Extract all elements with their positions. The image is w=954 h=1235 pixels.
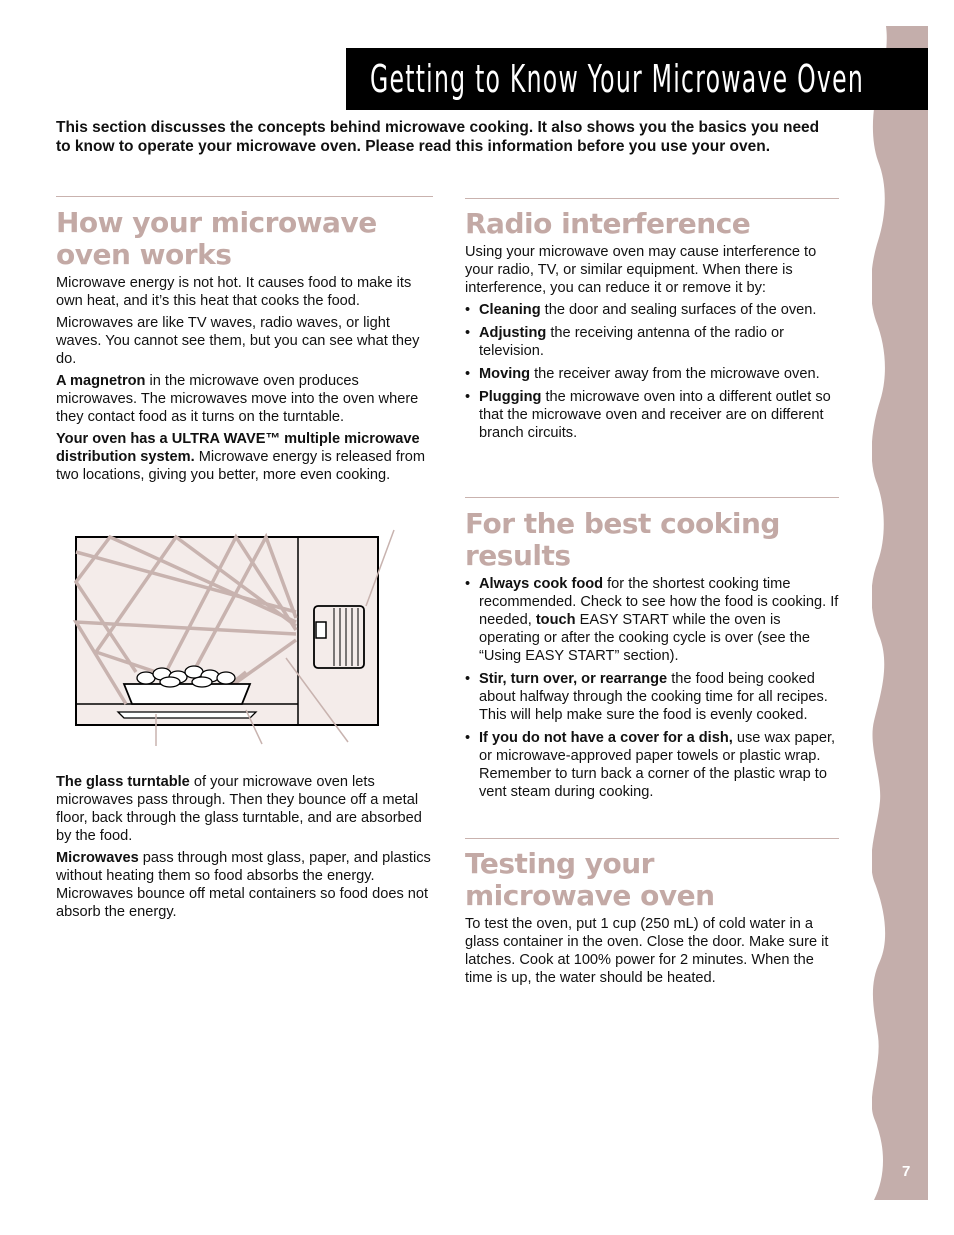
heading-testing: Testing your microwave oven [465,847,715,912]
bold-term: Stir, turn over, or rearrange [479,671,668,687]
list-item-text: the receiver away from the microwave oven. [530,366,820,382]
bold-term: Adjusting [479,325,547,341]
paragraph [56,773,433,845]
paragraph [56,849,433,921]
heading-how-works: How your microwave oven works [56,206,377,271]
paragraph: Microwave energy is not hot. It causes food to make its own heat, and it’s this heat that cooks the food. [56,275,412,309]
bold-term: Plugging [479,389,542,405]
bullet: • [465,576,471,592]
paragraph-text: of your microwave oven lets microwaves pass through. Then they bounce off a metal floor, back through the glass turntable, and are absorbed by the food. [56,774,422,844]
how-works-body [56,274,433,488]
list-item [465,729,841,801]
section-divider [465,838,839,839]
list-item [465,670,841,724]
bullet: • [465,730,471,746]
bold-term: A magnetron [56,373,146,389]
bold-term: touch [535,612,576,628]
list-item-text: the microwave oven into a different outlet so that the microwave oven and receiver are on different branch circuits. [479,389,831,441]
paragraph: Microwaves are like TV waves, radio waves, or light waves. You cannot see them, but you can see what they do. [56,315,420,367]
bold-term: Always cook food [479,576,604,592]
list-item-text: EASY START while the oven is operating or after the cooking cycle is over (see the “Using EASY START” section). [479,612,810,664]
bold-term: Your oven has a ULTRA WAVE™ multiple microwave distribution system. [56,431,420,465]
paragraph: To test the oven, put 1 cup (250 mL) of cold water in a glass container in the oven. Close the door. Make sure it latches. Cook at 100% power for 2 minutes. When the time is up, the water should be heated. [465,916,829,986]
list-item [465,365,841,383]
paragraph [56,372,433,426]
section-divider [56,196,433,197]
list-item [465,388,841,442]
bullet: • [465,366,471,382]
bold-term: If you do not have a cover for a dish, [479,730,733,746]
paragraph-text: pass through most glass, paper, and plastics without heating them so food absorbs the energy. Microwaves bounce off metal containers so food does not absorb the energy. [56,850,431,920]
bullet: • [465,389,471,405]
list-item-text: the food being cooked about halfway through the cooking time for all recipes. This will help make sure the food is evenly cooked. [479,671,828,723]
decorative-side-band [872,26,928,1200]
bullet: • [465,302,471,318]
section-divider [465,198,839,199]
heading-radio-interference: Radio interference [465,207,751,240]
section-divider [465,497,839,498]
paragraph [56,430,433,484]
testing-body [465,915,841,991]
paragraph: Using your microwave oven may cause interference to your radio, TV, or similar equipment. When there is interference, you can reduce it or remove it by: [465,244,817,296]
turntable-body [56,773,433,925]
list-item [465,324,841,360]
heading-best-cooking: For the best cooking results [465,507,780,572]
list-item [465,575,841,665]
list-item-text: use wax paper, or microwave-approved paper towels or plastic wrap. Remember to turn back a corner of the plastic wrap to vent steam during cooking. [479,730,836,800]
page-title: Getting to Know Your Microwave Oven [370,57,864,101]
page-number: 7 [902,1163,911,1180]
list-item-text: the receiving antenna of the radio or television. [479,325,785,359]
list-item [465,301,841,319]
list-item-text: for the shortest cooking time recommended. Check to see how the food is cooking. If needed, [479,576,839,628]
bullet: • [465,671,471,687]
radio-body [465,243,841,447]
title-bar [346,48,928,110]
microwave-illustration [66,522,396,748]
bullet: • [465,325,471,341]
bold-term: Cleaning [479,302,541,318]
intro-paragraph: This section discusses the concepts behind microwave cooking. It also shows you the basics you need to know to operate your microwave oven. Please read this information before you use your oven. [56,119,820,155]
list-item-text: the door and sealing surfaces of the oven. [540,302,817,318]
paragraph-text: in the microwave oven produces microwaves. The microwaves move into the oven where they contact food as it turns on the turntable. [56,373,419,425]
bold-term: Microwaves [56,850,139,866]
paragraph-text: Microwave energy is released from two locations, giving you better, more even cooking. [56,449,426,483]
bold-term: The glass turntable [56,774,190,790]
bold-term: Moving [479,366,531,382]
best-cooking-body [465,575,841,806]
